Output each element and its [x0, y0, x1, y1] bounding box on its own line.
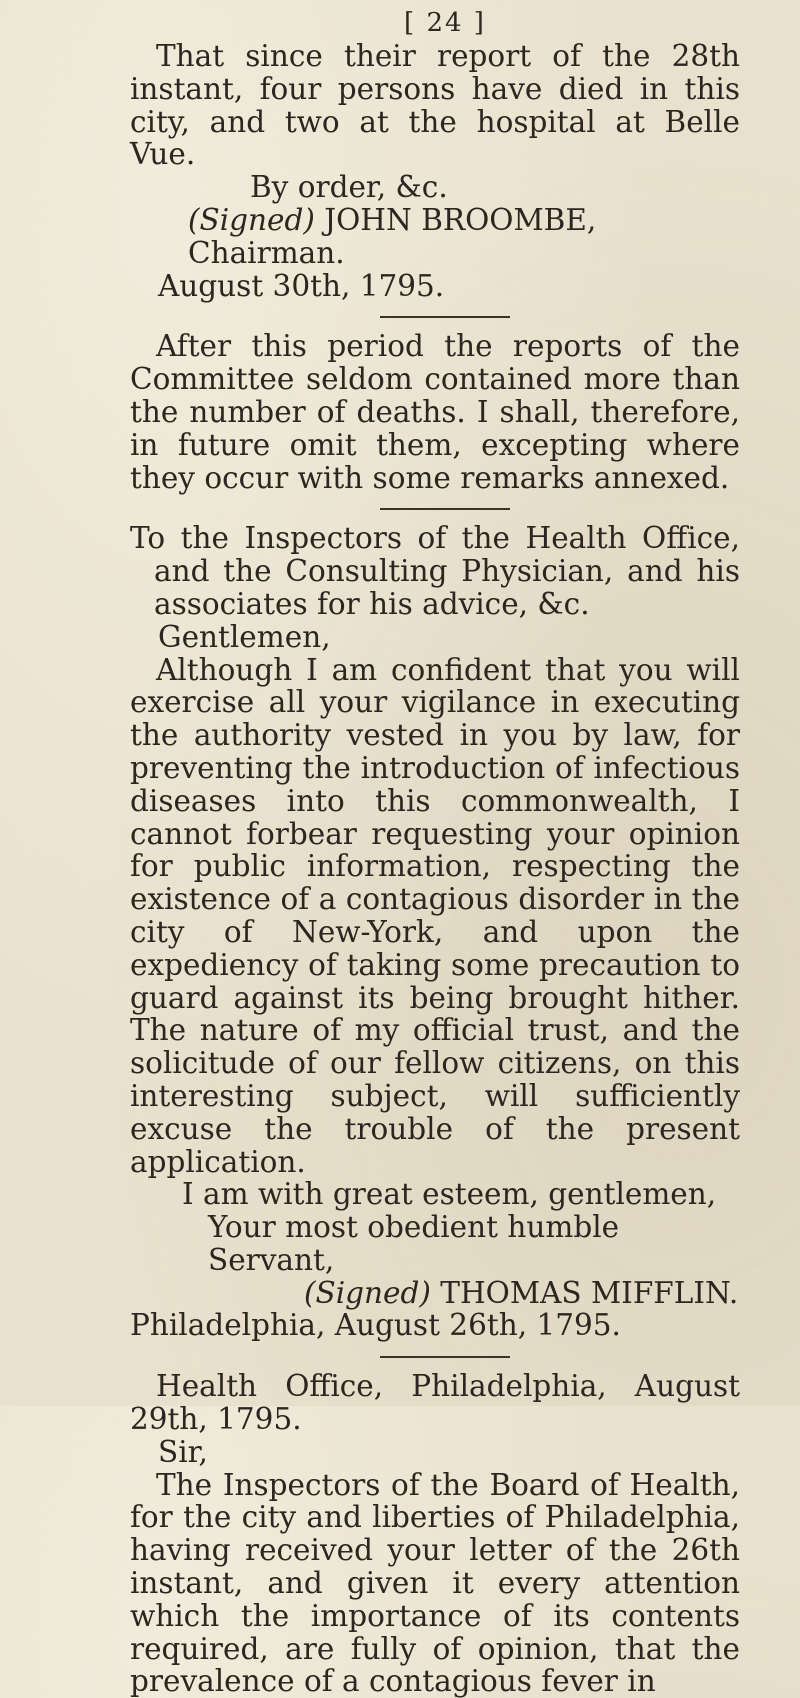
letter-closing: I am with great esteem, gentlemen,	[182, 1177, 717, 1212]
reply-dateline: Health Office, Philadelphia, August 29th, 1795.	[130, 1369, 740, 1437]
reply-salutation: Sir,	[158, 1434, 208, 1469]
letter-body: Although I am confident that you will exercise all your vigilance in executing the authority vested in you by law, for preventing the introduction of infectious diseases into this commonwealth, I cannot forbear requesting your opinion for public information, respecting the existence of a contagious disorder in the city of New-York, and upon the expediency of taking some precaution to guard against its being brought hither. The nature of my official trust, and the solicitude of our fellow citizens, on this interesting subject, will sufficiently excuse the trouble of the present application.	[130, 652, 740, 1179]
page-number: [ 24 ]	[404, 8, 486, 38]
by-order-line: By order, &c.	[250, 170, 448, 205]
section-divider	[380, 508, 510, 510]
notice-signature	[130, 204, 740, 270]
signed-label: (Signed)	[304, 1275, 431, 1310]
signer-name: THOMAS MIFFLIN.	[440, 1275, 739, 1310]
reply-body: The Inspectors of the Board of Health, for the city and liberties of Philadelphia, having received your letter of the 26th instant, and given it every attention which the importance of its contents required, are fully of opinion, that the prevalence of a contagious fever in	[130, 1467, 740, 1698]
letter-signature	[130, 1277, 740, 1310]
notice-date: August 30th, 1795.	[158, 268, 445, 303]
section-divider	[380, 316, 510, 318]
section-divider	[380, 1356, 510, 1358]
signed-label: (Signed)	[188, 202, 315, 237]
notice-text: That since their report of the 28th instant, four persons have died in this city, and two at the hospital at Belle Vue.	[130, 39, 740, 172]
editor-note: After this period the reports of the Committee seldom contained more than the number of deaths. I shall, therefore, in future omit them, excepting where they occur with some remarks annexed.	[130, 329, 740, 495]
letter-address: To the Inspectors of the Health Office, and the Consulting Physician, and his associates for his advice, &c.	[130, 521, 740, 621]
letter-valediction: Your most obedient humble Servant,	[208, 1210, 620, 1277]
letter-salutation: Gentlemen,	[158, 619, 331, 654]
letter-place-date: Philadelphia, August 26th, 1795.	[130, 1308, 621, 1343]
signer-name: JOHN BROOMBE, Chairman.	[188, 202, 597, 270]
